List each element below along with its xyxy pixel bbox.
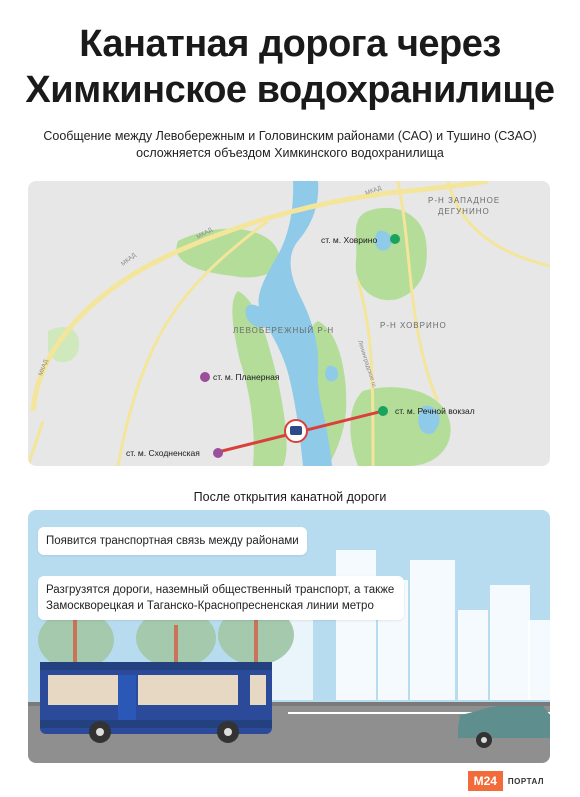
map [28,181,550,466]
mkad-label-3: МКАД [364,185,383,197]
bus-hub [96,728,104,736]
building [410,560,455,700]
mkad-label-4: МКАД [38,358,50,377]
district-zapadnoe-degunino-2: ДЕГУНИНО [438,207,490,216]
station-rechnoy-label: ст. м. Речной вокзал [395,406,475,416]
page-subtitle: Сообщение между Левобережным и Головинским районами (САО) и Тушино (СЗАО) осложняется объездом Химкинского водохранилища [43,129,537,160]
mkad-label-2: МКАД [196,227,214,241]
station-planernaya-label: ст. м. Планерная [213,372,280,382]
benefit-bubble-2: Разгрузятся дороги, наземный общественный транспорт, а также Замоскворецкая и Таганско-Краснопресненская линии метро [38,576,404,620]
bus-window [250,675,266,705]
map-canvas [28,181,550,466]
page-title-line-2: Химкинское водохранилище [25,69,555,111]
benefit-bubble-1: Появится транспортная связь между районами [38,527,307,555]
district-zapadnoe-degunino-1: Р-Н ЗАПАДНОЕ [428,196,501,205]
station-skhodnenskaya-label: ст. м. Сходненская [126,448,200,458]
park-khovrino [356,208,427,300]
cable-car-cabin [290,426,302,435]
building [490,585,530,700]
station-planernaya-marker [200,372,210,382]
bus-window [138,675,238,705]
bus-window [48,675,118,705]
building [458,610,488,700]
bus-roof [40,662,272,670]
road-southwest [28,421,43,466]
m24-logo[interactable]: M24 [468,771,503,791]
road-northeast [448,181,550,266]
page-title-line-1: Канатная дорога через [79,23,501,65]
district-levoberezhny: ЛЕВОБЕРЕЖНЫЙ Р-Н [233,326,335,335]
station-khovrino-marker [390,234,400,244]
portal-label: ПОРТАЛ [507,776,544,786]
after-heading: После открытия канатной дороги [193,490,387,504]
building [336,550,376,700]
station-skhodnenskaya-marker [213,448,223,458]
leningradskoe-label: Ленинградское ш. [356,339,378,390]
district-khovrino: Р-Н ХОВРИНО [380,321,447,330]
car-hub [481,737,487,743]
footer-branding [468,771,544,791]
mkad-road-east [388,181,488,193]
station-khovrino-label: ст. м. Ховрино [321,235,378,245]
bus-hub [224,728,232,736]
mkad-label-1: МКАД [120,252,138,268]
bus-door [118,675,136,727]
building [528,620,550,700]
station-rechnoy-marker [378,406,388,416]
